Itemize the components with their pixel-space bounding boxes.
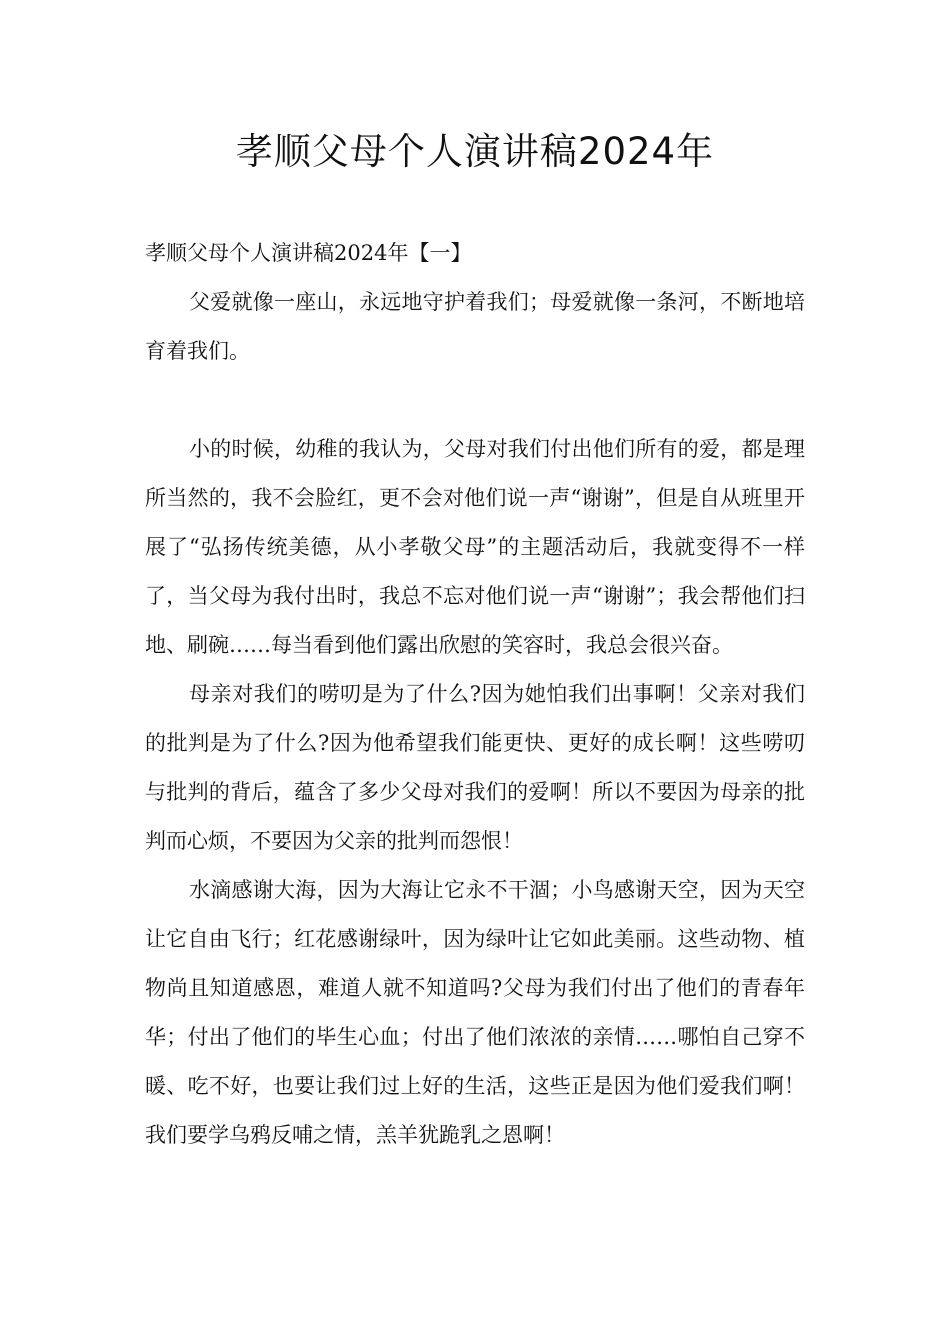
document-title: 孝顺父母个人演讲稿2024年 (235, 130, 715, 173)
paragraph-gap (145, 376, 805, 425)
paragraph-1: 父爱就像一座山，永远地守护着我们；母爱就像一条河，不断地培育着我们。 (145, 290, 805, 363)
section-subheading: 孝顺父母个人演讲稿2024年【一】 (145, 241, 472, 265)
paragraph-3: 母亲对我们的唠叨是为了什么?因为她怕我们出事啊！父亲对我们的批判是为了什么?因为他希望我们能更快、更好的成长啊！这些唠叨与批判的背后，蕴含了多少父母对我们的爱啊！所以不要因为母亲的批判而心烦，不要因为父亲的批判而怨恨！ (145, 682, 805, 853)
paragraph-4: 水滴感谢大海，因为大海让它永不干涸；小鸟感谢天空，因为天空让它自由飞行；红花感谢绿叶，因为绿叶让它如此美丽。这些动物、植物尚且知道感恩，难道人就不知道吗?父母为我们付出了他们的青春年华；付出了他们的毕生心血；付出了他们浓浓的亲情……哪怕自己穿不暖、吃不好，也要让我们过上好的生活，这些正是因为他们爱我们啊！我们要学乌鸦反哺之情，羔羊犹跪乳之恩啊！ (145, 878, 805, 1147)
document-body (145, 229, 805, 1160)
paragraph-2: 小的时候，幼稚的我认为，父母对我们付出他们所有的爱，都是理所当然的，我不会脸红，更不会对他们说一声“谢谢”，但是自从班里开展了“弘扬传统美德，从小孝敬父母”的主题活动后，我就变得不一样了，当父母为我付出时，我总不忘对他们说一声“谢谢”；我会帮他们扫地、刷碗……每当看到他们露出欣慰的笑容时，我总会很兴奋。 (145, 437, 805, 657)
